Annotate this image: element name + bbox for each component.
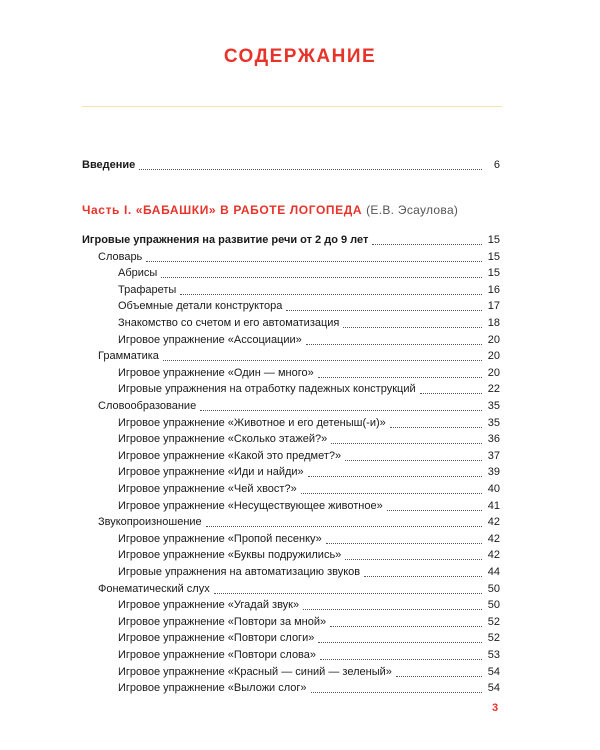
toc-entry-label: Игровые упражнения на развитие речи от 2 до 9 лет bbox=[82, 234, 369, 246]
toc-entry-page: 35 bbox=[487, 400, 500, 412]
leader-dots bbox=[318, 633, 482, 643]
toc-entry-label: Фонематический слух bbox=[98, 582, 210, 595]
toc-entry[interactable] bbox=[82, 232, 500, 248]
toc-entry-page: 15 bbox=[487, 250, 500, 263]
toc-entry-page: 54 bbox=[487, 665, 500, 678]
leader-dots bbox=[200, 401, 482, 411]
leader-dots bbox=[326, 534, 482, 544]
leader-dots bbox=[308, 467, 482, 477]
leader-dots bbox=[372, 235, 482, 245]
toc-entry-page: 42 bbox=[487, 532, 500, 545]
toc-entry-page: 41 bbox=[487, 499, 500, 512]
toc-entry[interactable] bbox=[98, 398, 500, 414]
part-title: Часть I. «БАБАШКИ» В РАБОТЕ ЛОГОПЕДА bbox=[82, 203, 363, 217]
toc-entry-page: 17 bbox=[487, 300, 500, 313]
leader-dots bbox=[364, 567, 482, 577]
leader-dots bbox=[331, 434, 482, 444]
toc-entry-page: 54 bbox=[487, 682, 500, 695]
toc-entry-page: 20 bbox=[487, 333, 500, 346]
toc-entry-label: Игровое упражнение «Иди и найди» bbox=[118, 466, 304, 479]
toc-entry-label: Игровое упражнение «Какой это предмет?» bbox=[118, 449, 342, 462]
toc-entry[interactable] bbox=[118, 498, 500, 514]
toc-entry[interactable] bbox=[118, 265, 500, 281]
toc-entry-label: Игровое упражнение «Один — много» bbox=[118, 366, 314, 379]
toc-entry[interactable] bbox=[118, 365, 500, 381]
toc-entry[interactable] bbox=[118, 647, 500, 663]
toc-entry-label: Игровое упражнение «Повтори слоги» bbox=[118, 632, 315, 645]
leader-dots bbox=[345, 451, 482, 461]
toc-entry-label: Грамматика bbox=[98, 350, 159, 363]
toc-entry-page: 6 bbox=[493, 159, 500, 171]
leader-dots bbox=[301, 484, 482, 494]
leader-dots bbox=[139, 160, 482, 170]
toc-entry-page: 18 bbox=[487, 317, 500, 329]
toc-entry-label: Игровое упражнение «Чей хвост?» bbox=[118, 483, 297, 495]
toc-entry[interactable] bbox=[118, 531, 500, 547]
leader-dots bbox=[214, 584, 482, 594]
toc-entry-label: Игровое упражнение «Угадай звук» bbox=[118, 599, 300, 612]
leader-dots bbox=[420, 384, 482, 394]
toc-entry[interactable] bbox=[98, 249, 500, 265]
toc-entry-page: 52 bbox=[487, 632, 500, 645]
leader-dots bbox=[161, 268, 482, 278]
toc-entry[interactable] bbox=[118, 298, 500, 314]
toc-entry[interactable] bbox=[118, 282, 500, 298]
toc-entry-page: 36 bbox=[487, 433, 500, 446]
leader-dots bbox=[320, 650, 482, 660]
toc-entry-label: Игровое упражнение «Ассоциации» bbox=[118, 333, 302, 346]
toc-entry-label: Словарь bbox=[98, 250, 143, 263]
toc-entry-label: Введение bbox=[82, 159, 136, 171]
leader-dots bbox=[146, 252, 482, 262]
toc-entry[interactable] bbox=[118, 415, 500, 431]
toc-entry-label: Игровое упражнение «Выложи слог» bbox=[118, 682, 307, 695]
toc-entry-page: 20 bbox=[487, 350, 500, 363]
toc-entry-label: Игровое упражнение «Животное и его детеныш(-и)» bbox=[118, 416, 386, 429]
toc-entry-page: 52 bbox=[487, 615, 500, 628]
toc-entry-label: Трафареты bbox=[118, 283, 177, 296]
toc-entry-label: Игровые упражнения на автоматизацию звуков bbox=[118, 566, 361, 578]
leader-dots bbox=[180, 285, 482, 295]
toc-entry[interactable] bbox=[118, 564, 500, 580]
toc-entry[interactable] bbox=[118, 464, 500, 480]
toc-entry-page: 50 bbox=[487, 582, 500, 595]
toc-entry[interactable] bbox=[98, 514, 500, 530]
toc-entry-page: 15 bbox=[487, 234, 500, 246]
toc-entry[interactable] bbox=[98, 348, 500, 364]
toc-entry[interactable] bbox=[118, 630, 500, 646]
toc-entry[interactable] bbox=[118, 481, 500, 497]
toc-entry[interactable] bbox=[118, 680, 500, 696]
part-heading bbox=[82, 203, 458, 217]
toc-entry[interactable] bbox=[118, 315, 500, 331]
toc-entry-label: Игровые упражнения на отработку падежных конструкций bbox=[118, 383, 416, 396]
toc-entry-page: 37 bbox=[487, 449, 500, 462]
leader-dots bbox=[303, 600, 482, 610]
part-author: (Е.В. Эсаулова) bbox=[366, 203, 459, 217]
leader-dots bbox=[163, 351, 482, 361]
toc-entry[interactable] bbox=[118, 431, 500, 447]
toc-entry[interactable] bbox=[118, 448, 500, 464]
toc-entry-label: Объемные детали конструктора bbox=[118, 300, 283, 313]
toc-entry-page: 16 bbox=[487, 283, 500, 296]
toc-entry-label: Игровое упражнение «Повтори слова» bbox=[118, 649, 317, 661]
toc-entry-page: 44 bbox=[487, 566, 500, 578]
leader-dots bbox=[345, 550, 482, 560]
toc-entry-label: Игровое упражнение «Пропой песенку» bbox=[118, 532, 322, 545]
leader-dots bbox=[330, 617, 482, 627]
toc-entry-page: 22 bbox=[487, 383, 500, 396]
toc-entry-page: 42 bbox=[487, 516, 500, 529]
leader-dots bbox=[306, 335, 482, 345]
toc-entry-label: Игровое упражнение «Буквы подружились» bbox=[118, 549, 342, 562]
toc-entry-page: 35 bbox=[487, 416, 500, 429]
toc-entry[interactable] bbox=[118, 614, 500, 630]
toc-entry[interactable] bbox=[118, 547, 500, 563]
leader-dots bbox=[390, 418, 482, 428]
leader-dots bbox=[343, 318, 482, 328]
toc-entry-label: Звукопроизношение bbox=[98, 516, 202, 529]
page-title: СОДЕРЖАНИЕ bbox=[223, 46, 377, 67]
toc-entry-page: 15 bbox=[487, 267, 500, 280]
toc-entry[interactable] bbox=[118, 332, 500, 348]
toc-entry-page: 20 bbox=[487, 366, 500, 379]
toc-entry-page: 50 bbox=[487, 599, 500, 612]
leader-dots bbox=[206, 517, 482, 527]
toc-entry-label: Знакомство со счетом и его автоматизация bbox=[118, 317, 340, 329]
toc-entry[interactable] bbox=[98, 581, 500, 597]
toc-entry-label: Абрисы bbox=[118, 267, 158, 280]
toc-entry-intro[interactable] bbox=[82, 157, 500, 173]
toc-entry-label: Игровое упражнение «Повтори за мной» bbox=[118, 615, 327, 628]
toc-entry[interactable] bbox=[118, 381, 500, 397]
toc-entry-page: 40 bbox=[487, 483, 500, 495]
toc-entry[interactable] bbox=[118, 597, 500, 613]
leader-dots bbox=[387, 501, 482, 511]
leader-dots bbox=[286, 301, 482, 311]
toc-entry-label: Игровое упражнение «Сколько этажей?» bbox=[118, 433, 328, 446]
toc-entry-label: Словообразование bbox=[98, 400, 197, 412]
toc-entry-page: 39 bbox=[487, 466, 500, 479]
toc-entry-page: 53 bbox=[487, 649, 500, 661]
leader-dots bbox=[396, 667, 482, 677]
toc-entry-page: 42 bbox=[487, 549, 500, 562]
toc-entry-label: Игровое упражнение «Красный — синий — зеленый» bbox=[118, 665, 392, 678]
toc-entry[interactable] bbox=[118, 664, 500, 680]
leader-dots bbox=[311, 683, 482, 693]
page-number: 3 bbox=[492, 702, 499, 714]
leader-dots bbox=[318, 368, 482, 378]
toc-entry-label: Игровое упражнение «Несуществующее животное» bbox=[118, 499, 383, 512]
